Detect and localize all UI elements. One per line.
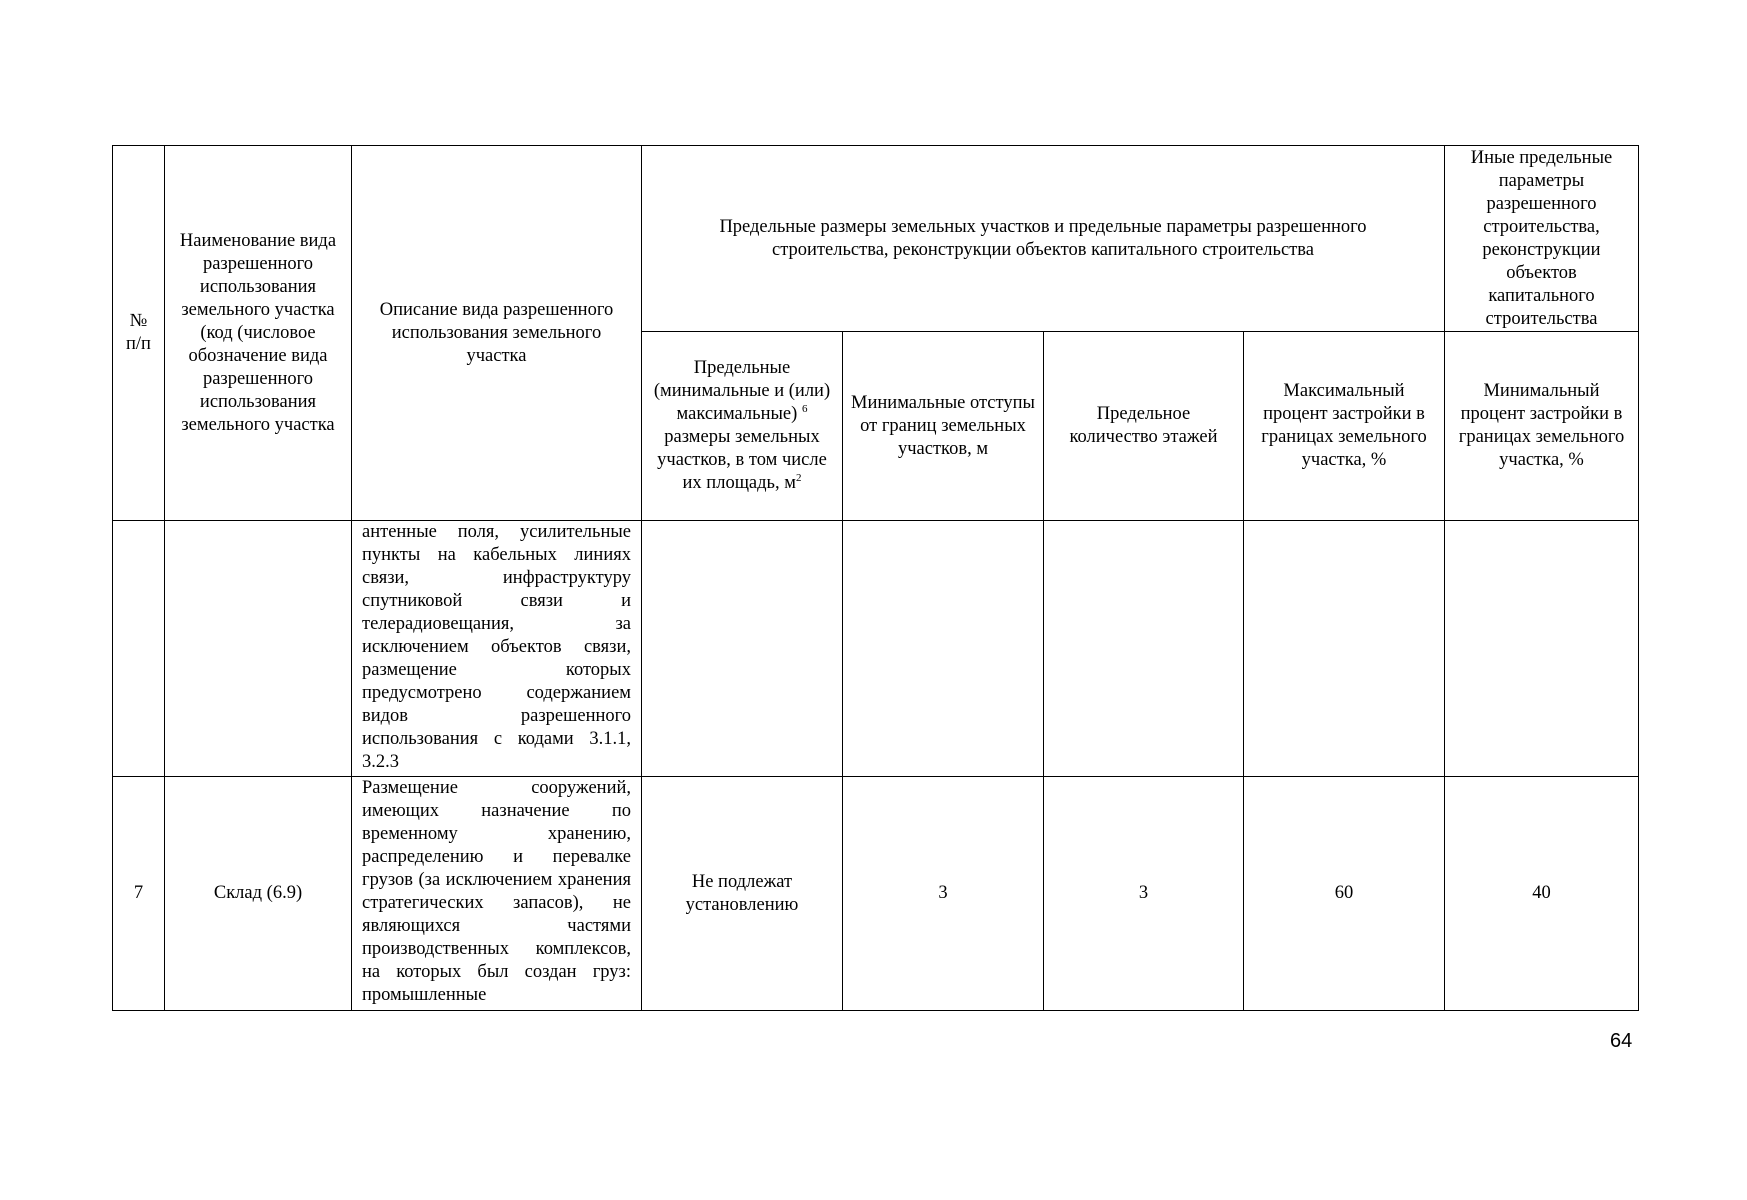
header-other-params: Иные предельные параметры разрешенного строительства, реконструкции объектов капитального строительства bbox=[1445, 146, 1639, 332]
header-plot-size bbox=[642, 332, 843, 521]
header-limits-group: Предельные размеры земельных участков и предельные параметры разрешенного строительства, реконструкции объектов капитального строительства bbox=[642, 146, 1445, 332]
row-max-coverage bbox=[1244, 521, 1445, 777]
row-use-description: Размещение сооружений, имеющих назначение по временному хранению, распределению и перевалке грузов (за исключением хранения стратегических запасов), не являющихся частями производственных комплексов, на которых был создан груз: промышленные bbox=[352, 777, 642, 1011]
row-use-name bbox=[165, 521, 352, 777]
squared-mark: 2 bbox=[795, 471, 802, 484]
header-setbacks: Минимальные отступы от границ земельных участков, м bbox=[843, 332, 1044, 521]
header-max-coverage: Максимальный процент застройки в границах земельного участка, % bbox=[1244, 332, 1445, 521]
header-min-coverage: Минимальный процент застройки в границах земельного участка, % bbox=[1445, 332, 1639, 521]
row-floors: 3 bbox=[1044, 777, 1244, 1011]
footnote-mark: 6 bbox=[801, 402, 808, 415]
row-plot-size bbox=[642, 521, 843, 777]
plot-size-label-a: Предельные (минимальные и (или) максимальные) bbox=[653, 358, 831, 424]
header-use-name: Наименование вида разрешенного использования земельного участка (код (числовое обозначение вида разрешенного использования земельного участка bbox=[165, 146, 352, 521]
row-min-coverage: 40 bbox=[1445, 777, 1639, 1011]
row-plot-size: Не подлежат установлению bbox=[642, 777, 843, 1011]
row-max-coverage: 60 bbox=[1244, 777, 1445, 1011]
row-number bbox=[113, 521, 165, 777]
row-setbacks bbox=[843, 521, 1044, 777]
header-number: № п/п bbox=[113, 146, 165, 521]
row-number: 7 bbox=[113, 777, 165, 1011]
header-floors: Предельное количество этажей bbox=[1044, 332, 1244, 521]
row-setbacks: 3 bbox=[843, 777, 1044, 1011]
plot-size-label-b: размеры земельных участков, в том числе их площадь, м bbox=[657, 427, 827, 493]
land-use-table bbox=[112, 145, 1639, 1011]
header-use-description: Описание вида разрешенного использования земельного участка bbox=[352, 146, 642, 521]
row-use-name: Склад (6.9) bbox=[165, 777, 352, 1011]
row-floors bbox=[1044, 521, 1244, 777]
page-number: 64 bbox=[1610, 1030, 1633, 1052]
row-use-description: антенные поля, усилительные пункты на кабельных линиях связи, инфраструктуру спутниковой связи и телерадиовещания, за исключением объектов связи, размещение которых предусмотрено содержанием видов разрешенного использования с кодами 3.1.1, 3.2.3 bbox=[352, 521, 642, 777]
row-min-coverage bbox=[1445, 521, 1639, 777]
table-row bbox=[113, 777, 1639, 1011]
table-row bbox=[113, 521, 1639, 777]
